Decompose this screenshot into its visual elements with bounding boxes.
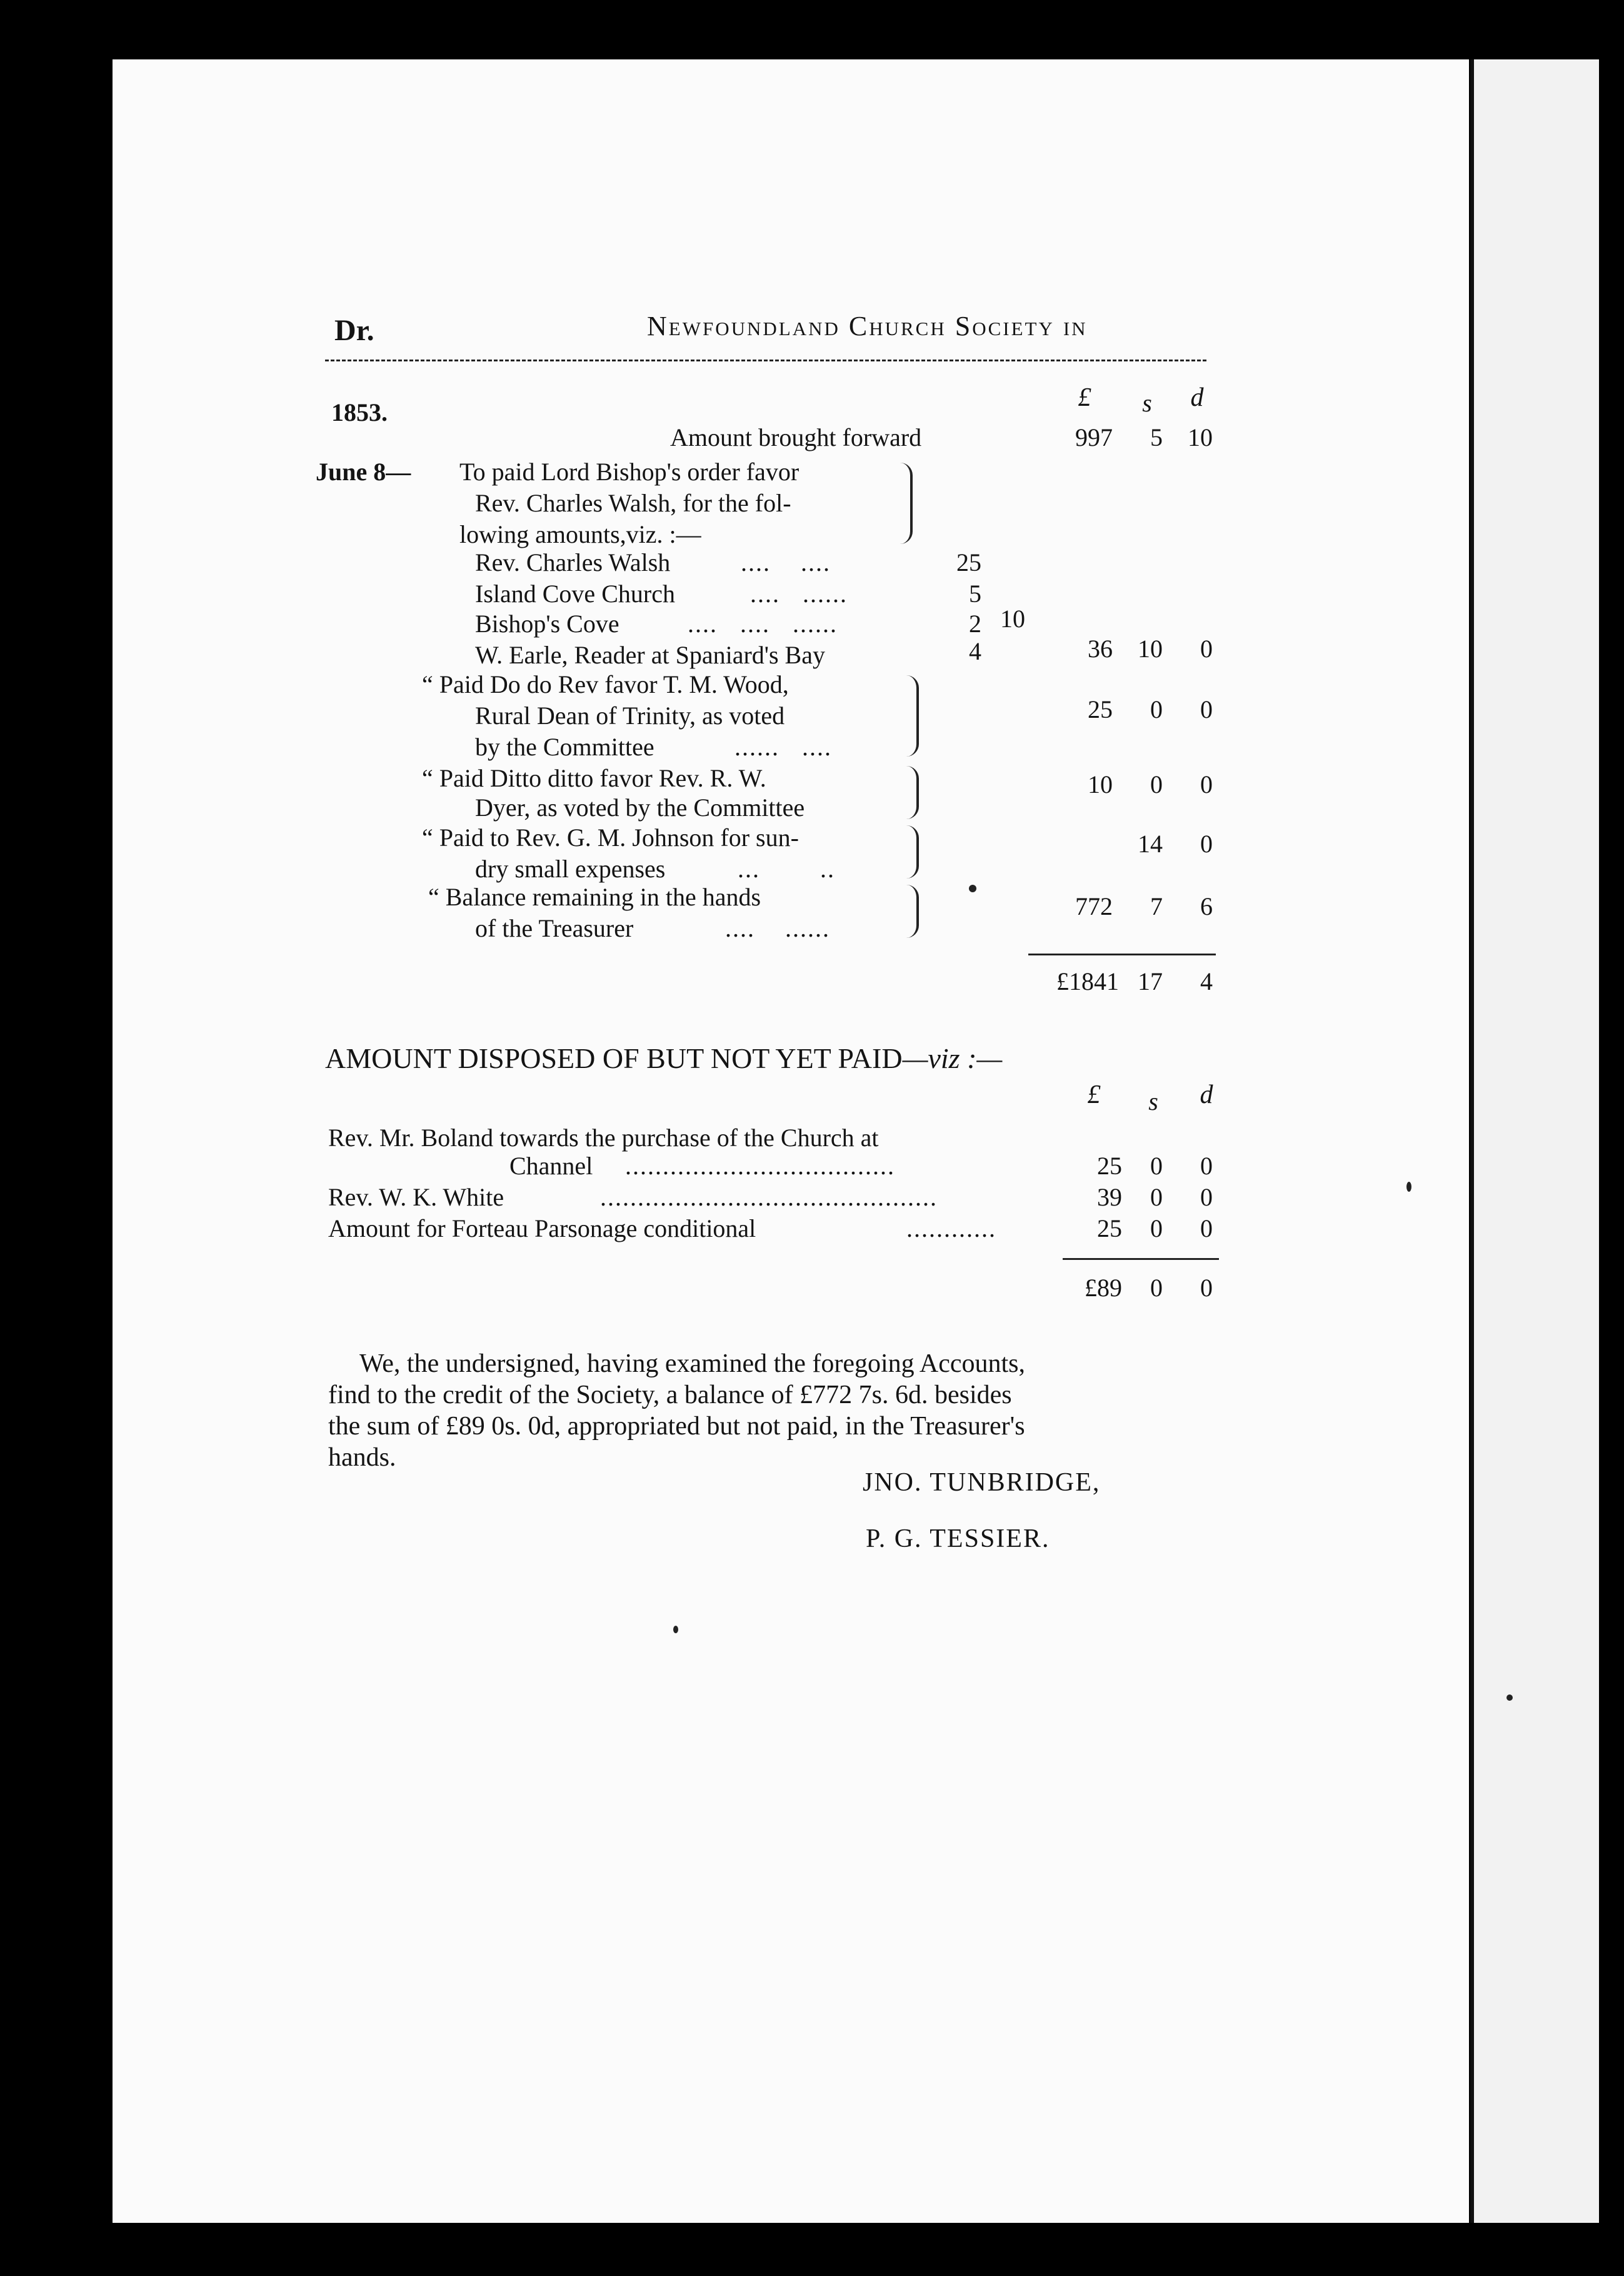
- not-paid-heading-suffix: —viz :—: [902, 1042, 1003, 1074]
- entry-1-shillings: 10: [1138, 635, 1163, 663]
- entry-4-line-1: “ Paid to Rev. G. M. Johnson for sun-: [422, 823, 799, 852]
- not-paid-item-1-line-1: Rev. Mr. Boland towards the purchase of the Church at: [328, 1124, 879, 1152]
- certification-line-4: hands.: [328, 1443, 396, 1472]
- ink-speck: [1406, 1182, 1411, 1192]
- entry-4-brace: [906, 825, 919, 879]
- not-paid-pence-header: d: [1200, 1080, 1213, 1109]
- certification-line-2: find to the credit of the Society, a balance of £772 7s. 6d. besides: [328, 1381, 1012, 1409]
- not-paid-heading-text: AMOUNT DISPOSED OF BUT NOT YET PAID: [325, 1042, 903, 1074]
- entry-5-pounds: 772: [1075, 892, 1113, 920]
- not-paid-item-1-line-2: Channel: [509, 1152, 593, 1180]
- certification-line-3: the sum of £89 0s. 0d, appropriated but not paid, in the Treasurer's: [328, 1412, 1025, 1441]
- dot-leader: ............: [906, 1214, 996, 1242]
- entry-2-shillings: 0: [1150, 695, 1163, 723]
- dot-leader: .............................................: [600, 1183, 938, 1211]
- entry-1-line-2: Rev. Charles Walsh, for the fol-: [475, 489, 791, 517]
- side-label: Dr.: [334, 314, 374, 347]
- brought-forward-label: Amount brought forward: [670, 423, 922, 451]
- entry-2-line-3: by the Committee: [475, 733, 654, 761]
- not-paid-item-3-shillings: 0: [1150, 1214, 1163, 1242]
- sub-item-label: Bishop's Cove: [475, 610, 619, 638]
- dot-leader: ...... ....: [734, 733, 832, 761]
- ink-speck: [969, 885, 976, 892]
- entry-2-brace: [906, 675, 919, 757]
- not-paid-total-pounds: £89: [1085, 1274, 1122, 1302]
- entry-1-pence: 0: [1200, 635, 1213, 663]
- not-paid-total-pence: 0: [1200, 1274, 1213, 1302]
- brought-forward-pence: 10: [1188, 423, 1213, 451]
- not-paid-item-1-shillings: 0: [1150, 1152, 1163, 1180]
- running-title: Newfoundland Church Society in: [647, 311, 1088, 341]
- entry-5-line-1: “ Balance remaining in the hands: [428, 883, 761, 911]
- ink-speck: [673, 1626, 678, 1633]
- not-paid-item-3-pence: 0: [1200, 1214, 1213, 1242]
- not-paid-shillings-header: s: [1148, 1087, 1158, 1115]
- entry-3-brace: [906, 766, 919, 819]
- entry-3-line-2: Dyer, as voted by the Committee: [475, 793, 805, 822]
- ink-speck: [1506, 1694, 1513, 1701]
- entry-3-pence: 0: [1200, 770, 1213, 798]
- not-paid-item-2-line-1: Rev. W. K. White: [328, 1183, 504, 1211]
- not-paid-item-2-pence: 0: [1200, 1183, 1213, 1211]
- not-paid-total-rule: [1063, 1258, 1219, 1260]
- ledger-year: 1853.: [331, 398, 388, 426]
- entry-2-pence: 0: [1200, 695, 1213, 723]
- entry-3-shillings: 0: [1150, 770, 1163, 798]
- sub-item-label: Rev. Charles Walsh: [475, 548, 671, 577]
- entry-2-pounds: 25: [1088, 695, 1113, 723]
- signatory-2: P. G. TESSIER.: [866, 1524, 1050, 1553]
- sub-item-pounds: 2: [969, 610, 981, 638]
- brought-forward-pounds: 997: [1075, 423, 1113, 451]
- ledger-total-pounds: £1841: [1056, 967, 1119, 995]
- sub-item-pounds: 4: [969, 637, 981, 665]
- not-paid-item-2-shillings: 0: [1150, 1183, 1163, 1211]
- entry-2-line-1: “ Paid Do do Rev favor T. M. Wood,: [422, 670, 789, 698]
- entry-5-shillings: 7: [1150, 892, 1163, 920]
- dot-leader: ... ..: [738, 855, 835, 883]
- ledger-total-shillings: 17: [1138, 967, 1163, 995]
- entry-1-line-1: To paid Lord Bishop's order favor: [459, 458, 799, 486]
- entry-4-line-2: dry small expenses: [475, 855, 666, 883]
- entry-1-pounds: 36: [1088, 635, 1113, 663]
- entry-2-line-2: Rural Dean of Trinity, as voted: [475, 702, 785, 730]
- pounds-header: £: [1078, 383, 1091, 412]
- dot-leader: .... ......: [725, 914, 830, 942]
- pence-header: d: [1190, 383, 1204, 412]
- entry-4-shillings: 14: [1138, 830, 1163, 858]
- sub-item-label: W. Earle, Reader at Spaniard's Bay: [475, 641, 825, 669]
- ledger-total-pence: 4: [1200, 967, 1213, 995]
- entry-1-line-3: lowing amounts,viz. :—: [459, 520, 701, 548]
- dot-leader: .... ....: [741, 548, 831, 577]
- ledger-total-rule: [1028, 954, 1216, 955]
- entry-5-brace: [906, 885, 919, 938]
- sub-item-pounds: 25: [956, 548, 981, 577]
- not-paid-item-3-pounds: 25: [1097, 1214, 1122, 1242]
- dot-leader: .... ......: [750, 580, 848, 608]
- dot-leader: .... .... ......: [688, 610, 838, 638]
- facing-page-edge: [1470, 59, 1599, 2223]
- not-paid-item-3-line-1: Amount for Forteau Parsonage conditional: [328, 1214, 756, 1242]
- signatory-1: JNO. TUNBRIDGE,: [863, 1468, 1101, 1497]
- entry-1-brace: [900, 463, 913, 544]
- sub-item-pounds: 5: [969, 580, 981, 608]
- brought-forward-shillings: 5: [1150, 423, 1163, 451]
- entry-4-pence: 0: [1200, 830, 1213, 858]
- entry-5-line-2: of the Treasurer: [475, 914, 634, 942]
- certification-line-1: We, the undersigned, having examined the foregoing Accounts,: [359, 1349, 1025, 1378]
- not-paid-item-2-pounds: 39: [1097, 1183, 1122, 1211]
- not-paid-item-1-pounds: 25: [1097, 1152, 1122, 1180]
- header-rule: [325, 360, 1206, 361]
- ledger-date: June 8—: [316, 458, 411, 486]
- not-paid-item-1-pence: 0: [1200, 1152, 1213, 1180]
- not-paid-total-shillings: 0: [1150, 1274, 1163, 1302]
- entry-5-pence: 6: [1200, 892, 1213, 920]
- entry-3-pounds: 10: [1088, 770, 1113, 798]
- sub-item-label: Island Cove Church: [475, 580, 675, 608]
- entry-3-line-1: “ Paid Ditto ditto favor Rev. R. W.: [422, 764, 766, 792]
- shillings-header: s: [1142, 389, 1152, 417]
- sub-item-shillings: 10: [1000, 605, 1025, 633]
- dot-leader: ....................................: [625, 1152, 895, 1180]
- not-paid-pounds-header: £: [1087, 1080, 1101, 1109]
- not-paid-heading: [325, 1044, 1002, 1073]
